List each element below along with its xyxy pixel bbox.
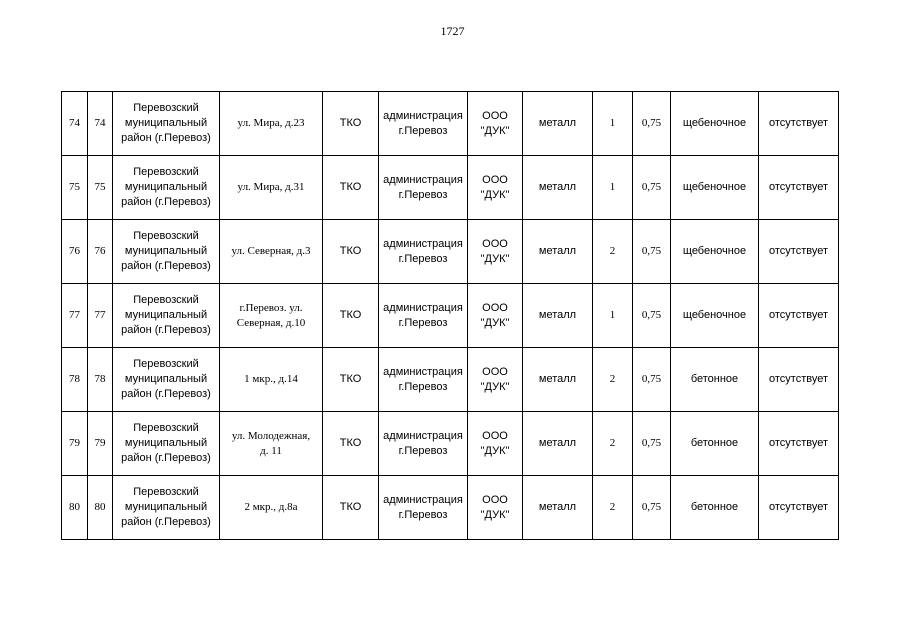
cell-address: 2 мкр., д.8а (220, 476, 323, 540)
cell-volume: 0,75 (633, 284, 671, 348)
cell-surface: щебеночное (671, 92, 759, 156)
cell-owner: администрация г.Перевоз (379, 348, 468, 412)
cell-address: г.Перевоз. ул. Северная, д.10 (220, 284, 323, 348)
cell-address: ул. Мира, д.23 (220, 92, 323, 156)
table-row (62, 156, 839, 220)
cell-surface: щебеночное (671, 156, 759, 220)
cell-address: ул. Молодежная, д. 11 (220, 412, 323, 476)
table-row (62, 412, 839, 476)
cell-district: Перевозский муниципальный район (г.Перевоз) (113, 476, 220, 540)
cell-address: 1 мкр., д.14 (220, 348, 323, 412)
cell-material: металл (523, 220, 593, 284)
table-row (62, 220, 839, 284)
cell-volume: 0,75 (633, 92, 671, 156)
cell-index: 75 (88, 156, 113, 220)
cell-surface: бетонное (671, 476, 759, 540)
cell-waste-type: ТКО (323, 92, 379, 156)
cell-number: 76 (62, 220, 88, 284)
cell-index: 76 (88, 220, 113, 284)
cell-count: 2 (593, 220, 633, 284)
cell-surface: бетонное (671, 348, 759, 412)
cell-count: 1 (593, 284, 633, 348)
cell-number: 80 (62, 476, 88, 540)
cell-waste-type: ТКО (323, 284, 379, 348)
cell-number: 78 (62, 348, 88, 412)
cell-owner: администрация г.Перевоз (379, 220, 468, 284)
cell-index: 78 (88, 348, 113, 412)
cell-volume: 0,75 (633, 348, 671, 412)
cell-count: 2 (593, 412, 633, 476)
registry-table (61, 91, 839, 540)
cell-material: металл (523, 92, 593, 156)
cell-operator: ООО "ДУК" (468, 220, 523, 284)
cell-waste-type: ТКО (323, 348, 379, 412)
table-row (62, 92, 839, 156)
cell-volume: 0,75 (633, 476, 671, 540)
cell-fence: отсутствует (759, 412, 839, 476)
cell-waste-type: ТКО (323, 476, 379, 540)
table-row (62, 348, 839, 412)
cell-number: 74 (62, 92, 88, 156)
cell-operator: ООО "ДУК" (468, 92, 523, 156)
cell-address: ул. Северная, д.3 (220, 220, 323, 284)
cell-volume: 0,75 (633, 220, 671, 284)
cell-number: 79 (62, 412, 88, 476)
cell-district: Перевозский муниципальный район (г.Перевоз) (113, 156, 220, 220)
table-body (62, 92, 839, 540)
table-row (62, 284, 839, 348)
cell-operator: ООО "ДУК" (468, 348, 523, 412)
cell-material: металл (523, 348, 593, 412)
cell-waste-type: ТКО (323, 412, 379, 476)
cell-fence: отсутствует (759, 284, 839, 348)
cell-owner: администрация г.Перевоз (379, 412, 468, 476)
cell-count: 2 (593, 348, 633, 412)
cell-address: ул. Мира, д.31 (220, 156, 323, 220)
cell-volume: 0,75 (633, 412, 671, 476)
cell-owner: администрация г.Перевоз (379, 476, 468, 540)
cell-district: Перевозский муниципальный район (г.Перевоз) (113, 412, 220, 476)
cell-number: 75 (62, 156, 88, 220)
cell-material: металл (523, 284, 593, 348)
cell-fence: отсутствует (759, 156, 839, 220)
cell-index: 79 (88, 412, 113, 476)
table-row (62, 476, 839, 540)
cell-surface: бетонное (671, 412, 759, 476)
cell-waste-type: ТКО (323, 156, 379, 220)
cell-owner: администрация г.Перевоз (379, 92, 468, 156)
cell-operator: ООО "ДУК" (468, 476, 523, 540)
cell-operator: ООО "ДУК" (468, 284, 523, 348)
cell-material: металл (523, 412, 593, 476)
cell-fence: отсутствует (759, 220, 839, 284)
cell-surface: щебеночное (671, 284, 759, 348)
cell-district: Перевозский муниципальный район (г.Перевоз) (113, 348, 220, 412)
cell-surface: щебеночное (671, 220, 759, 284)
cell-owner: администрация г.Перевоз (379, 284, 468, 348)
cell-operator: ООО "ДУК" (468, 156, 523, 220)
cell-count: 2 (593, 476, 633, 540)
cell-material: металл (523, 156, 593, 220)
cell-volume: 0,75 (633, 156, 671, 220)
cell-index: 74 (88, 92, 113, 156)
cell-count: 1 (593, 156, 633, 220)
cell-number: 77 (62, 284, 88, 348)
cell-district: Перевозский муниципальный район (г.Перевоз) (113, 220, 220, 284)
cell-count: 1 (593, 92, 633, 156)
cell-fence: отсутствует (759, 476, 839, 540)
page-number: 1727 (440, 24, 465, 38)
cell-fence: отсутствует (759, 92, 839, 156)
cell-index: 80 (88, 476, 113, 540)
cell-fence: отсутствует (759, 348, 839, 412)
cell-index: 77 (88, 284, 113, 348)
cell-district: Перевозский муниципальный район (г.Перевоз) (113, 284, 220, 348)
cell-waste-type: ТКО (323, 220, 379, 284)
cell-operator: ООО "ДУК" (468, 412, 523, 476)
cell-owner: администрация г.Перевоз (379, 156, 468, 220)
cell-material: металл (523, 476, 593, 540)
cell-district: Перевозский муниципальный район (г.Перевоз) (113, 92, 220, 156)
